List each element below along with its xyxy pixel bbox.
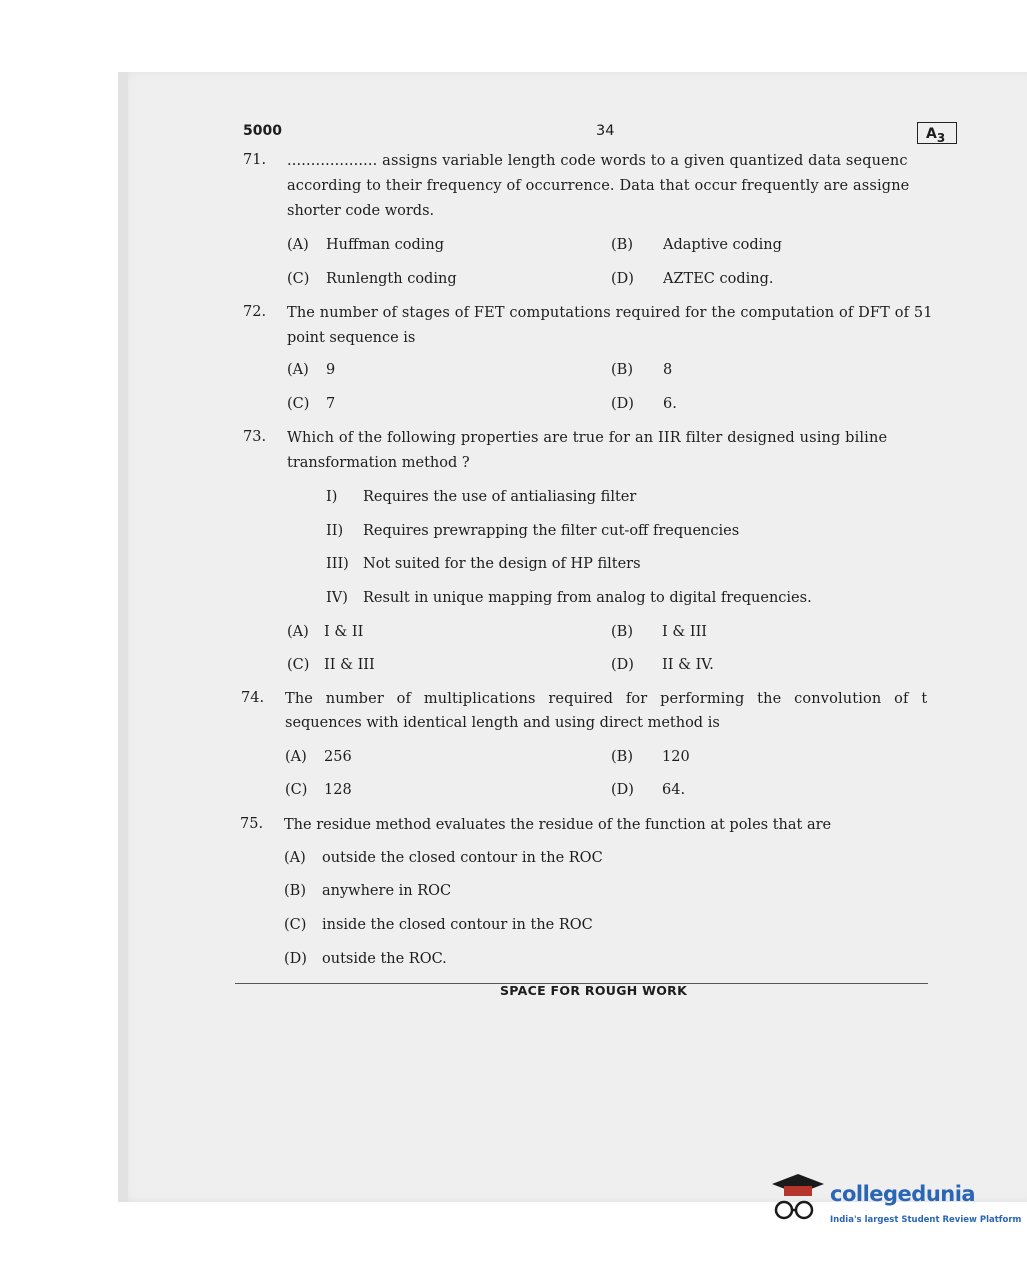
question-number: 71. xyxy=(243,152,267,168)
statement-text: Not suited for the design of HP filters xyxy=(363,556,641,572)
statement-label: I) xyxy=(326,489,338,505)
option-text: 6. xyxy=(663,396,677,412)
option-label: (B) xyxy=(284,883,306,899)
option-text: 120 xyxy=(662,749,690,765)
question-number: 75. xyxy=(240,816,264,832)
exam-page xyxy=(118,72,1027,1202)
option-text: inside the closed contour in the ROC xyxy=(322,917,593,933)
option-text: 64. xyxy=(662,782,686,798)
option-text: 128 xyxy=(324,782,352,798)
option-text: II & IV. xyxy=(662,657,714,673)
paper-code: 5000 xyxy=(243,123,282,139)
brand-tagline: India's largest Student Review Platform xyxy=(830,1215,1022,1225)
option-text: 8 xyxy=(663,362,673,378)
option-label: (A) xyxy=(287,237,309,253)
question-text: point sequence is xyxy=(287,330,416,346)
option-label: (C) xyxy=(284,917,307,933)
option-text: 7 xyxy=(326,396,336,412)
option-text: AZTEC coding. xyxy=(663,271,774,287)
option-text: Runlength coding xyxy=(326,271,457,287)
statement-label: III) xyxy=(326,556,349,572)
option-label: (B) xyxy=(611,624,633,640)
option-label: (D) xyxy=(284,951,307,967)
question-text: The number of stages of FET computations required for the computation of DFT of 51 xyxy=(287,305,933,321)
option-label: (C) xyxy=(287,396,310,412)
statement-text: Requires the use of antialiasing filter xyxy=(363,489,637,505)
option-text: outside the ROC. xyxy=(322,951,447,967)
option-text: I & III xyxy=(662,624,708,640)
option-text: II & III xyxy=(324,657,375,673)
option-label: (A) xyxy=(284,850,306,866)
option-label: (D) xyxy=(611,782,634,798)
option-label: (C) xyxy=(285,782,308,798)
option-label: (B) xyxy=(611,237,633,253)
question-number: 73. xyxy=(243,429,267,445)
question-text: The number of multiplications required for performing the convolution of t xyxy=(285,691,928,707)
question-number: 74. xyxy=(241,690,265,706)
option-text: I & II xyxy=(324,624,364,640)
question-text: The residue method evaluates the residue of the function at poles that are xyxy=(284,817,832,833)
page-number: 34 xyxy=(596,123,615,139)
option-label: (B) xyxy=(611,749,633,765)
option-text: Adaptive coding xyxy=(663,237,782,253)
question-text: sequences with identical length and using direct method is xyxy=(285,715,720,731)
rough-work-label: SPACE FOR ROUGH WORK xyxy=(500,983,688,998)
option-label: (A) xyxy=(285,749,307,765)
option-label: (A) xyxy=(287,362,309,378)
question-text: according to their frequency of occurrence. Data that occur frequently are assigne xyxy=(287,178,910,194)
option-label: (C) xyxy=(287,657,310,673)
question-text: Which of the following properties are true for an IIR filter designed using biline xyxy=(287,430,888,446)
series-box xyxy=(917,122,957,144)
option-label: (B) xyxy=(611,362,633,378)
option-label: (D) xyxy=(611,657,634,673)
statement-label: II) xyxy=(326,523,344,539)
series-number: 3 xyxy=(936,130,946,145)
question-text: shorter code words. xyxy=(287,203,435,219)
graduation-cap-icon xyxy=(772,1174,824,1196)
statement-text: Result in unique mapping from analog to digital frequencies. xyxy=(363,590,812,606)
statement-text: Requires prewrapping the filter cut-off frequencies xyxy=(363,523,740,539)
option-label: (C) xyxy=(287,271,310,287)
option-label: (D) xyxy=(611,396,634,412)
question-text: ................... assigns variable length code words to a given quantized data sequenc xyxy=(287,153,908,169)
option-text: 256 xyxy=(324,749,352,765)
page-edge xyxy=(118,72,128,1202)
option-label: (D) xyxy=(611,271,634,287)
question-number: 72. xyxy=(243,304,267,320)
question-text: transformation method ? xyxy=(287,455,470,471)
option-text: outside the closed contour in the ROC xyxy=(322,850,603,866)
option-label: (A) xyxy=(287,624,309,640)
option-text: Huffman coding xyxy=(326,237,445,253)
option-text: 9 xyxy=(326,362,336,378)
glasses-icon xyxy=(776,1202,812,1218)
brand-name: collegedunia xyxy=(830,1182,976,1206)
series-letter: A xyxy=(926,126,937,142)
option-text: anywhere in ROC xyxy=(322,883,452,899)
statement-label: IV) xyxy=(326,590,348,606)
